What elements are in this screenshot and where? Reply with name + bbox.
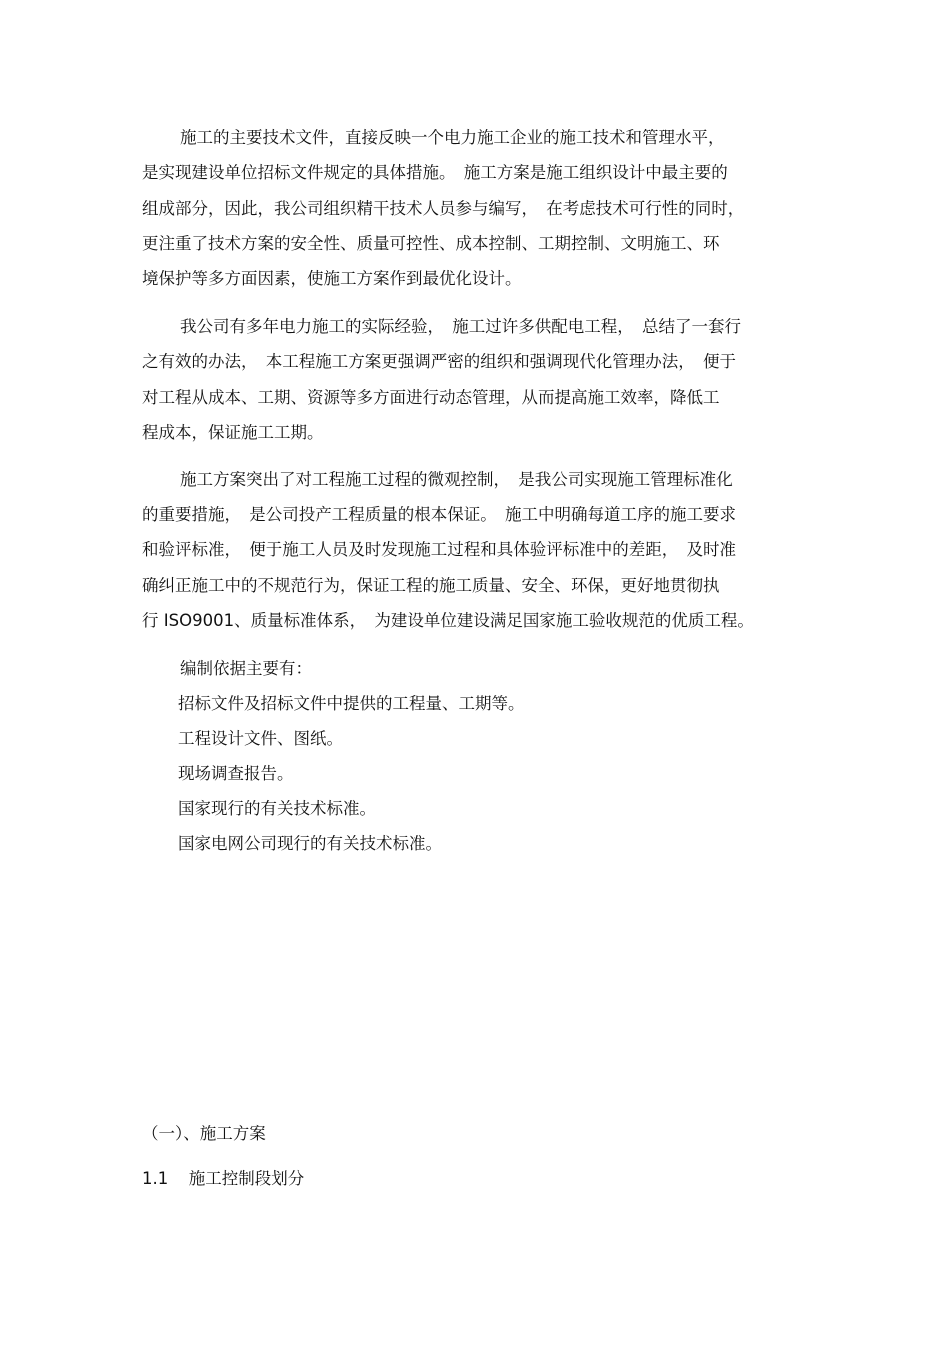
list-item: 工程设计文件、图纸。 — [178, 729, 343, 748]
paragraph-line: 之有效的办法， 本工程施工方案更强调严密的组织和强调现代化管理办法， 便于 — [142, 352, 736, 371]
basis-title: 编制依据主要有： — [180, 659, 312, 678]
paragraph-line: 更注重了技术方案的安全性、质量可控性、成本控制、工期控制、文明施工、环 — [142, 234, 720, 253]
paragraph-line: 的重要措施， 是公司投产工程质量的根本保证。 施工中明确每道工序的施工要求 — [142, 505, 736, 524]
paragraph-line: 确纠正施工中的不规范行为，保证工程的施工质量、安全、环保，更好地贯彻执 — [142, 576, 720, 595]
paragraph-line: 是实现建设单位招标文件规定的具体措施。 施工方案是施工组织设计中最主要的 — [142, 163, 728, 182]
list-item: 招标文件及招标文件中提供的工程量、工期等。 — [178, 694, 525, 713]
paragraph-line: 和验评标准， 便于施工人员及时发现施工过程和具体验评标准中的差距， 及时准 — [142, 540, 736, 559]
list-item: 现场调查报告。 — [178, 764, 294, 783]
paragraph-line: 境保护等多方面因素，使施工方案作到最优化设计。 — [142, 269, 522, 288]
list-item: 国家电网公司现行的有关技术标准。 — [178, 834, 442, 853]
subsection-heading — [142, 1169, 304, 1189]
paragraph-line: 我公司有多年电力施工的实际经验， 施工过许多供配电工程， 总结了一套行 — [180, 317, 741, 336]
paragraph-line: 施工的主要技术文件，直接反映一个电力施工企业的施工技术和管理水平， — [180, 128, 725, 147]
subsection-number: 1.1 — [142, 1169, 169, 1188]
list-item: 国家现行的有关技术标准。 — [178, 799, 376, 818]
paragraph-line: 行 ISO9001、质量标准体系， 为建设单位建设满足国家施工验收规范的优质工程。 — [142, 611, 754, 630]
section-heading: （一）、施工方案 — [142, 1124, 266, 1143]
paragraph-line: 组成部分，因此，我公司组织精干技术人员参与编写， 在考虑技术可行性的同时， — [142, 199, 745, 218]
paragraph-line: 程成本，保证施工工期。 — [142, 423, 324, 442]
paragraph-line: 对工程从成本、工期、资源等多方面进行动态管理，从而提高施工效率，降低工 — [142, 388, 720, 407]
subsection-title: 施工控制段划分 — [188, 1169, 305, 1188]
paragraph-line: 施工方案突出了对工程施工过程的微观控制， 是我公司实现施工管理标准化 — [180, 470, 733, 489]
